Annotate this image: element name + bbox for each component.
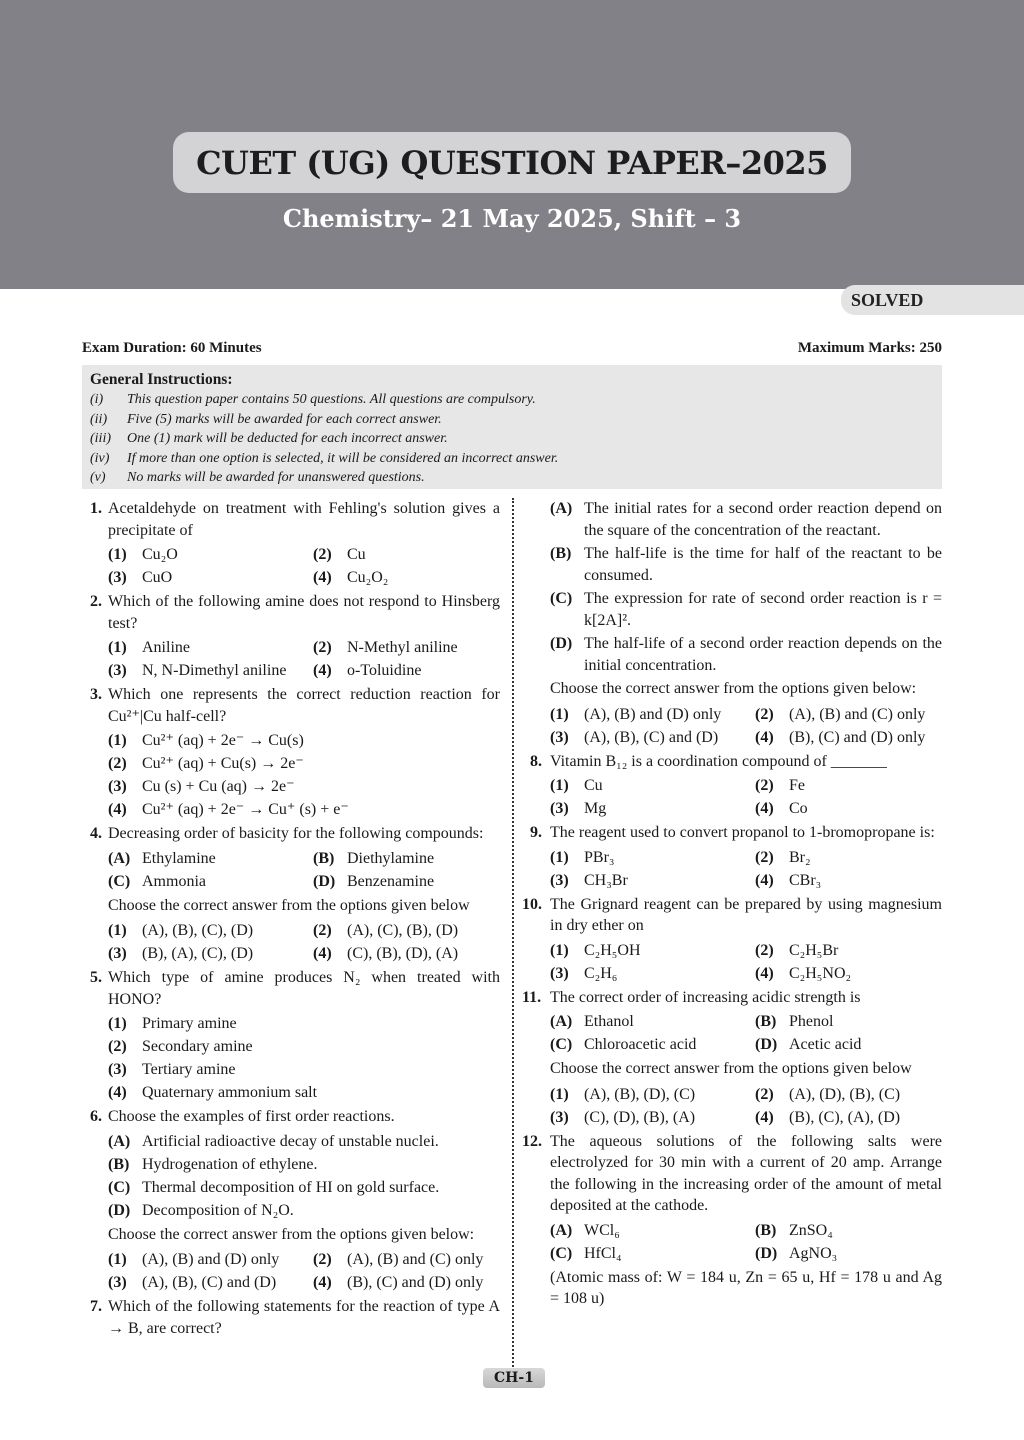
item — [313, 847, 500, 870]
option — [313, 1271, 500, 1294]
option-label: (4) — [108, 1084, 127, 1101]
option-label: (2) — [755, 1085, 774, 1103]
question-number: 10. — [522, 895, 542, 913]
item-label: (C) — [550, 1036, 573, 1053]
item-text: Artificial radioactive decay of unstable nuclei. — [142, 1132, 439, 1150]
statement-label: (A) — [550, 500, 573, 517]
option — [108, 752, 500, 775]
option — [550, 846, 755, 869]
option-label: (3) — [108, 778, 127, 795]
answer-prompt: Choose the correct answer from the options given below: — [108, 1225, 475, 1243]
instruction-text: If more than one option is selected, it will be considered an incorrect answer. — [127, 450, 559, 466]
option — [108, 1081, 500, 1104]
option — [550, 962, 755, 985]
option-text: (A), (B) and (C) only — [789, 705, 926, 723]
question-text: Acetaldehyde on treatment with Fehling's solution gives a precipitate of — [108, 500, 500, 539]
answer-prompt: Choose the correct answer from the options given below — [550, 1060, 912, 1077]
question-10 — [522, 894, 942, 937]
item — [755, 1033, 942, 1056]
option-label: (3) — [108, 945, 127, 962]
item-text: Phenol — [789, 1013, 834, 1030]
statement-label: (D) — [550, 635, 573, 652]
item-label: (D) — [108, 1201, 131, 1219]
option-label: (3) — [550, 964, 569, 982]
solved-label: SOLVED — [851, 289, 924, 310]
option — [108, 1248, 313, 1271]
option-text: CBr₃ — [789, 871, 822, 889]
option — [550, 1106, 755, 1129]
option-text: Co — [789, 800, 808, 817]
item-label: (B) — [313, 849, 335, 867]
instruction-text: Five (5) marks will be awarded for each correct answer. — [127, 411, 442, 427]
option-label: (4) — [313, 1274, 332, 1291]
option-label: (1) — [550, 941, 569, 959]
option-text: Aniline — [142, 639, 190, 656]
option-label: (2) — [755, 941, 774, 959]
option-text: o-Toluidine — [347, 662, 422, 679]
option — [550, 869, 755, 892]
question-number: 3. — [90, 686, 102, 703]
question-3 — [90, 684, 500, 727]
option-text: (A), (B), (C), (D) — [142, 922, 254, 939]
option-text: Fe — [789, 777, 805, 794]
item — [550, 1010, 755, 1033]
question-number: 1. — [90, 500, 102, 517]
question-number: 9. — [530, 824, 542, 841]
option-text: N-Methyl aniline — [347, 639, 458, 656]
option — [108, 729, 500, 752]
option-label: (4) — [313, 569, 332, 586]
option-label: (4) — [755, 1108, 774, 1126]
option-text: C₂H₆ — [584, 964, 618, 982]
instruction-item — [90, 449, 934, 469]
item-text: WCl₆ — [584, 1221, 620, 1239]
item — [108, 1199, 500, 1222]
option-text: Cu₂O — [142, 546, 178, 563]
option-text: Cu²⁺ (aq) + Cu(s) → 2e⁻ — [142, 755, 304, 772]
option — [755, 846, 942, 869]
option — [755, 703, 942, 726]
question-11 — [522, 987, 942, 1009]
option-label: (1) — [108, 1015, 127, 1032]
item — [755, 1219, 942, 1242]
exam-meta — [82, 340, 942, 357]
item — [313, 870, 500, 893]
option-text: (B), (C) and (D) only — [789, 728, 926, 746]
option-label: (3) — [108, 1274, 127, 1291]
option-label: (2) — [108, 755, 127, 772]
option — [550, 703, 755, 726]
items-list — [90, 1130, 500, 1222]
options-list — [90, 1012, 500, 1104]
option-text: C₂H₅Br — [789, 941, 839, 959]
option-text: Cu²⁺ (aq) + 2e⁻ → Cu(s) — [142, 732, 304, 749]
statement-label: (B) — [550, 545, 572, 562]
option-text: (A), (B), (D), (C) — [584, 1085, 696, 1103]
items-grid — [530, 1010, 942, 1056]
item-label: (B) — [108, 1155, 130, 1173]
question-text: Vitamin B₁₂ is a coordination compound of _______ — [550, 752, 887, 770]
option-text: CH₃Br — [584, 871, 628, 889]
question-text: Which of the following amine does not respond to Hinsberg test? — [108, 593, 500, 632]
options-grid — [530, 846, 942, 892]
option — [108, 798, 500, 821]
option-label: (1) — [550, 1085, 569, 1103]
item — [108, 1176, 500, 1199]
option-label: (2) — [313, 922, 332, 939]
option-text: C₂H₅OH — [584, 941, 641, 959]
page-subtitle: Chemistry– 21 May 2025, Shift – 3 — [282, 204, 742, 233]
option — [108, 543, 313, 566]
statement-text: The half-life of a second order reaction depends on the initial concentration. — [584, 635, 942, 674]
option — [313, 636, 500, 659]
option-label: (4) — [755, 800, 774, 817]
question-text: Choose the examples of first order reactions. — [108, 1108, 395, 1125]
option-label: (2) — [755, 848, 774, 866]
option-label: (2) — [313, 639, 332, 656]
question-text: Which of the following statements for the reaction of type A → B, are correct? — [108, 1298, 500, 1337]
options-grid — [90, 636, 500, 682]
option — [313, 1248, 500, 1271]
option-text: Mg — [584, 800, 607, 817]
item-text: AgNO₃ — [789, 1244, 838, 1262]
question-2 — [90, 591, 500, 634]
option-label: (3) — [108, 662, 127, 679]
option — [108, 775, 500, 798]
option — [108, 1012, 500, 1035]
maximum-marks: Maximum Marks: 250 — [797, 340, 942, 356]
item-label: (C) — [108, 872, 131, 890]
instruction-num: (v) — [90, 470, 106, 486]
option-label: (4) — [108, 801, 127, 818]
item — [550, 1242, 755, 1265]
general-instructions — [82, 365, 942, 489]
option — [313, 566, 500, 589]
statement-text: The expression for rate of second order reaction is r = k[2A]². — [584, 590, 942, 629]
instructions-heading: General Instructions: — [90, 371, 233, 388]
option-text: (A), (C), (B), (D) — [347, 922, 459, 939]
option — [550, 939, 755, 962]
item-text: Decomposition of N₂O. — [142, 1201, 294, 1219]
option-label: (4) — [755, 871, 774, 889]
option — [755, 869, 942, 892]
item — [108, 1130, 500, 1153]
question-number: 12. — [522, 1132, 542, 1150]
option-label: (3) — [550, 871, 569, 889]
option — [108, 659, 313, 682]
item-text: Ethylamine — [142, 849, 216, 867]
option-label: (3) — [550, 800, 569, 817]
option-label: (3) — [108, 569, 127, 586]
option — [313, 942, 500, 965]
question-1 — [90, 498, 500, 541]
option — [313, 919, 500, 942]
option-text: Secondary amine — [142, 1038, 253, 1055]
option-label: (1) — [108, 546, 127, 563]
option-text: Cu — [584, 777, 603, 794]
question-text: The reagent used to convert propanol to 1-bromopropane is: — [550, 824, 935, 841]
solved-badge — [841, 285, 1024, 315]
item-text: Ethanol — [584, 1013, 634, 1030]
question-8 — [530, 751, 942, 773]
option — [755, 1106, 942, 1129]
item — [550, 1033, 755, 1056]
option — [550, 774, 755, 797]
statement-label: (C) — [550, 590, 573, 607]
item-text: Hydrogenation of ethylene. — [142, 1155, 318, 1173]
option-text: Cu — [347, 546, 366, 563]
options-grid — [90, 1248, 500, 1294]
item — [550, 1219, 755, 1242]
option-text: (A), (B) and (C) only — [347, 1251, 484, 1268]
page-number: CH-1 — [483, 1368, 545, 1388]
option-label: (2) — [755, 777, 774, 794]
option-text: Primary amine — [142, 1015, 237, 1032]
statement — [530, 588, 942, 631]
option-label: (1) — [550, 777, 569, 794]
option — [755, 797, 942, 820]
question-4 — [90, 823, 500, 845]
option-text: (B), (C), (A), (D) — [789, 1108, 901, 1126]
statement — [530, 498, 942, 541]
page-title: CUET (UG) QUESTION PAPER–2025 — [196, 143, 828, 182]
option-label: (3) — [550, 1108, 569, 1126]
option-label: (1) — [550, 848, 569, 866]
item-label: (C) — [550, 1244, 573, 1262]
options-grid — [530, 939, 942, 985]
option-text: CuO — [142, 569, 173, 586]
option-text: Cu₂O₂ — [347, 569, 389, 586]
question-number: 8. — [530, 752, 542, 770]
options-grid — [530, 774, 942, 820]
item-text: Acetic acid — [789, 1036, 862, 1053]
option-text: (A), (B) and (D) only — [584, 705, 722, 723]
option — [108, 566, 313, 589]
item-text: Chloroacetic acid — [584, 1036, 697, 1053]
option — [755, 962, 942, 985]
question-number: 7. — [90, 1298, 102, 1315]
item-label: (D) — [755, 1036, 778, 1053]
title-banner — [173, 132, 851, 193]
option-text: (A), (D), (B), (C) — [789, 1085, 901, 1103]
instruction-item — [90, 429, 934, 449]
statement — [530, 633, 942, 676]
option-text: (B), (C) and (D) only — [347, 1274, 484, 1291]
item-text: HfCl₄ — [584, 1244, 622, 1262]
item-label: (A) — [550, 1221, 573, 1239]
answer-prompt: Choose the correct answer from the options given below — [108, 896, 470, 914]
option — [550, 797, 755, 820]
item-label: (D) — [313, 872, 336, 890]
option-label: (2) — [108, 1038, 127, 1055]
item — [108, 870, 313, 893]
option-label: (1) — [108, 1251, 127, 1268]
instruction-text: This question paper contains 50 questions. All questions are compulsory. — [127, 392, 536, 407]
instruction-num: (iii) — [90, 431, 111, 447]
question-number: 5. — [90, 969, 102, 986]
item-label: (A) — [108, 849, 131, 867]
option-text: Cu²⁺ (aq) + 2e⁻ → Cu⁺ (s) + e⁻ — [142, 801, 349, 818]
question-number: 4. — [90, 825, 102, 842]
question-text: Decreasing order of basicity for the following compounds: — [108, 825, 484, 842]
option — [108, 1058, 500, 1081]
option — [755, 1083, 942, 1106]
page-header — [0, 0, 1024, 289]
option-label: (1) — [108, 639, 127, 656]
options-grid — [90, 543, 500, 589]
item — [755, 1010, 942, 1033]
instruction-num: (iv) — [90, 450, 110, 466]
question-text: The aqueous solutions of the following salts were electrolyzed for 30 min with a current of 20 amp. Arrange the following in the increasing order of the amount of metal deposited at the cathode. — [550, 1132, 942, 1214]
instruction-item — [90, 390, 934, 410]
item-text: ZnSO₄ — [789, 1221, 833, 1239]
option-text: (C), (B), (D), (A) — [347, 945, 459, 962]
option — [313, 659, 500, 682]
option-label: (4) — [313, 662, 332, 679]
options-list — [90, 729, 500, 821]
item — [108, 847, 313, 870]
option-text: (A), (B), (C) and (D) — [142, 1274, 277, 1291]
answer-prompt: Choose the correct answer from the options given below: — [550, 680, 917, 697]
option-label: (3) — [550, 728, 569, 746]
question-text: Which type of amine produces N₂ when treated with HONO? — [108, 969, 500, 1008]
instruction-num: (ii) — [90, 411, 108, 427]
exam-duration: Exam Duration: 60 Minutes — [82, 340, 262, 356]
option-text: (A), (B) and (D) only — [142, 1251, 280, 1268]
item — [108, 1153, 500, 1176]
question-text: The correct order of increasing acidic strength is — [550, 988, 861, 1006]
option-label: (1) — [108, 732, 127, 749]
option — [313, 543, 500, 566]
option — [755, 726, 942, 749]
question-7 — [90, 1296, 500, 1339]
item-label: (D) — [755, 1244, 778, 1262]
option-label: (2) — [313, 546, 332, 563]
option-text: (A), (B), (C) and (D) — [584, 728, 719, 746]
left-column — [90, 498, 500, 1341]
option — [755, 939, 942, 962]
option — [108, 919, 313, 942]
item-label: (B) — [755, 1013, 777, 1030]
option-text: Quaternary ammonium salt — [142, 1084, 318, 1101]
option — [108, 1271, 313, 1294]
option — [108, 942, 313, 965]
option — [108, 1035, 500, 1058]
item-label: (A) — [550, 1013, 573, 1030]
option — [550, 726, 755, 749]
question-5 — [90, 967, 500, 1010]
instruction-text: One (1) mark will be deducted for each incorrect answer. — [127, 431, 448, 447]
item-label: (C) — [108, 1178, 131, 1196]
options-grid — [90, 919, 500, 965]
option-label: (3) — [108, 1061, 127, 1078]
option-text: Tertiary amine — [142, 1061, 236, 1078]
item — [755, 1242, 942, 1265]
item-text: Ammonia — [142, 872, 206, 890]
question-number: 6. — [90, 1108, 102, 1125]
atomic-mass-note: (Atomic mass of: W = 184 u, Zn = 65 u, Hf = 178 u and Ag = 108 u) — [550, 1268, 942, 1307]
question-12 — [522, 1131, 942, 1217]
option-text: C₂H₅NO₂ — [789, 964, 852, 982]
question-number: 2. — [90, 593, 102, 610]
instruction-item — [90, 410, 934, 430]
right-column — [522, 498, 942, 1313]
statement-text: The initial rates for a second order reaction depend on the square of the concentration of the reactant. — [584, 500, 942, 539]
item-text: Benzenamine — [347, 872, 435, 890]
item-text: Diethylamine — [347, 849, 435, 867]
option — [755, 774, 942, 797]
question-number: 11. — [522, 988, 542, 1006]
option-label: (4) — [313, 945, 332, 962]
instruction-num: (i) — [90, 392, 104, 407]
statement-text: The half-life is the time for half of the reactant to be consumed. — [584, 545, 942, 584]
item-label: (A) — [108, 1132, 131, 1150]
question-6 — [90, 1106, 500, 1128]
option-label: (4) — [755, 728, 774, 746]
option-text: Br₂ — [789, 848, 811, 866]
option-text: N, N-Dimethyl aniline — [142, 662, 287, 679]
statement — [530, 543, 942, 586]
items-grid — [90, 847, 500, 893]
option — [108, 636, 313, 659]
option-label: (4) — [755, 964, 774, 982]
option-label: (2) — [313, 1251, 332, 1268]
question-text: The Grignard reagent can be prepared by using magnesium in dry ether on — [550, 895, 942, 934]
column-divider — [512, 498, 514, 1370]
question-text: Which one represents the correct reduction reaction for Cu²⁺|Cu half-cell? — [108, 686, 500, 725]
item-label: (B) — [755, 1221, 777, 1239]
option-label: (1) — [108, 922, 127, 939]
option-label: (2) — [755, 705, 774, 723]
question-9 — [530, 822, 942, 844]
option-text: Cu (s) + Cu (aq) → 2e⁻ — [142, 778, 295, 795]
items-grid — [530, 1219, 942, 1265]
item-text: Thermal decomposition of HI on gold surface. — [142, 1178, 440, 1196]
option — [550, 1083, 755, 1106]
options-grid — [530, 703, 942, 749]
instruction-item — [90, 468, 934, 488]
options-grid — [530, 1083, 942, 1129]
instruction-text: No marks will be awarded for unanswered questions. — [127, 470, 425, 486]
option-text: (B), (A), (C), (D) — [142, 945, 254, 962]
option-text: (C), (D), (B), (A) — [584, 1108, 696, 1126]
option-text: PBr₃ — [584, 848, 615, 866]
option-label: (1) — [550, 705, 569, 723]
